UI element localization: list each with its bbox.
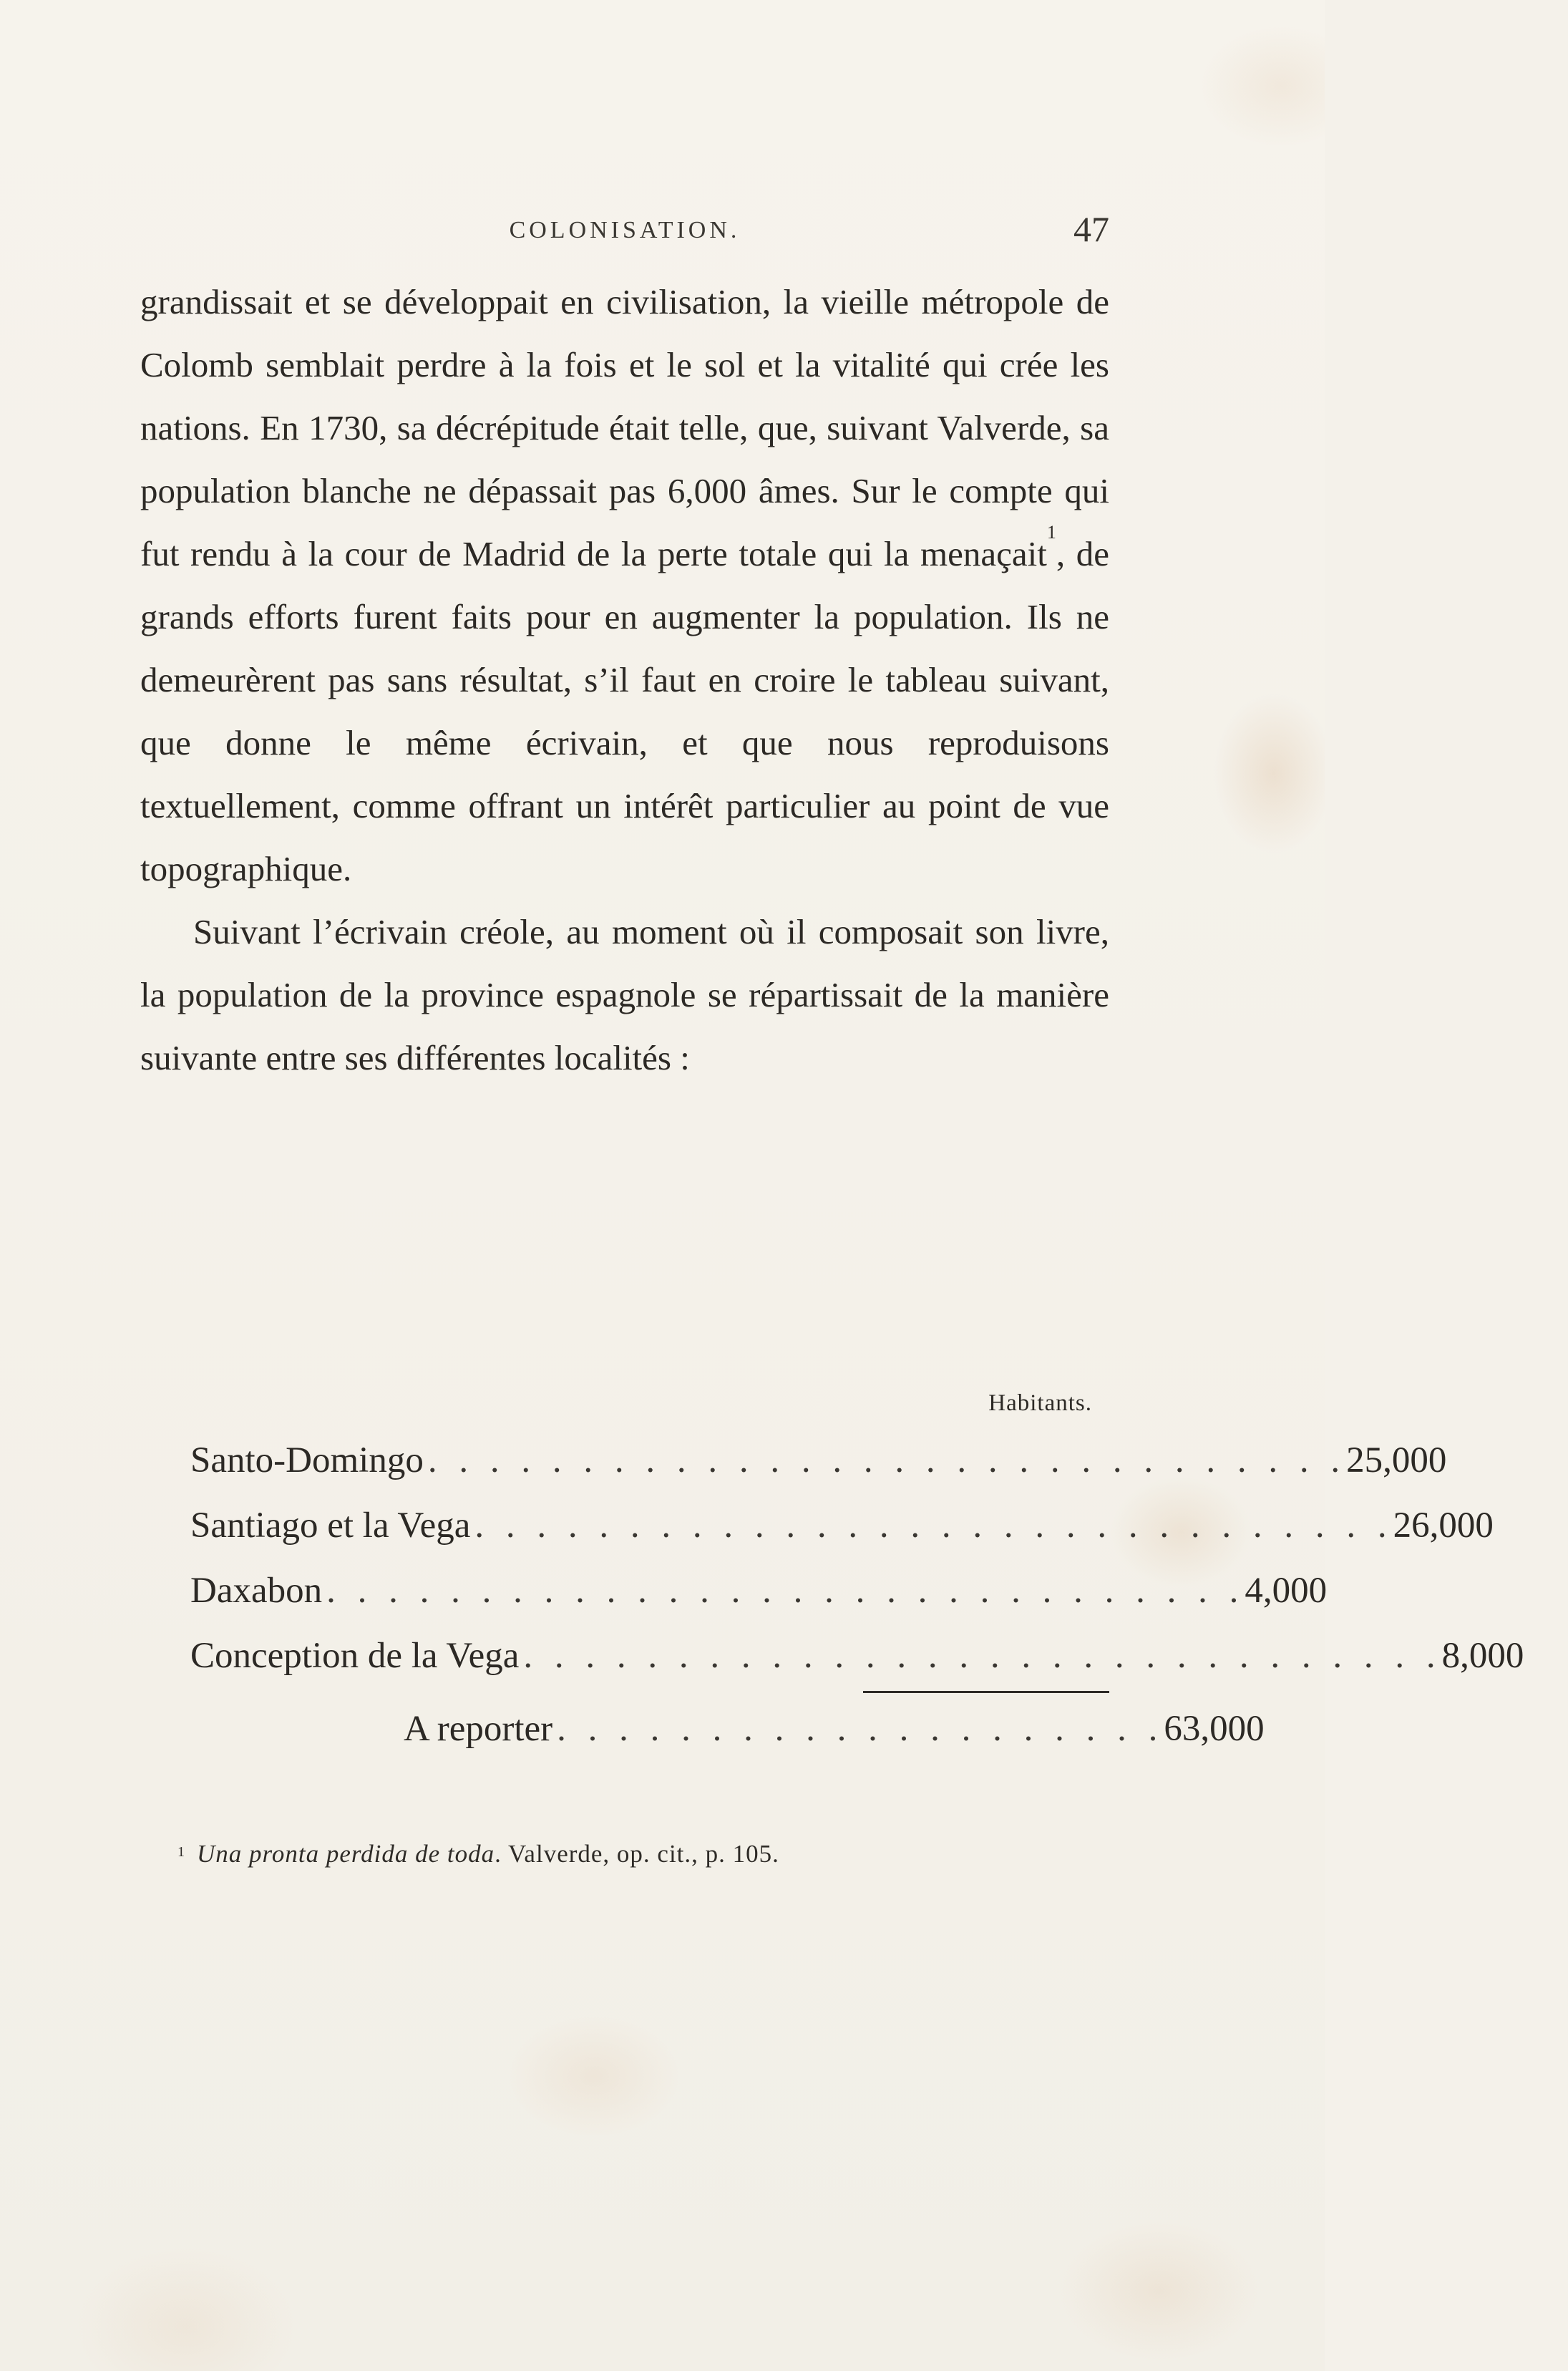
locality-name: Daxabon (190, 1571, 323, 1611)
total-row (404, 1694, 1265, 1763)
leader-dots: . . . . . . . . . . . . . . . . . . . . . . . . . . . . . . (326, 1571, 1245, 1611)
total-label: A reporter (404, 1709, 553, 1749)
paragraph-1 (140, 271, 1109, 901)
inhabitants-value: 25,000 (1346, 1440, 1447, 1480)
footnote-reference: 1 (1046, 522, 1056, 543)
locality-name: Santiago et la Vega (190, 1505, 471, 1546)
locality-name: Santo-Domingo (190, 1440, 424, 1480)
page-number: 47 (1073, 209, 1109, 249)
paragraph-2: Suivant l’écrivain créole, au moment où il composait son livre, la population de la province espagnole se répartissait de la manière suivante entre ses différentes localités : (140, 912, 1109, 1077)
locality-name: Conception de la Vega (190, 1636, 520, 1676)
population-table (140, 1378, 1524, 1763)
footnote-quote: Una pronta perdida de toda (197, 1840, 495, 1868)
paragraph-1-text-b: , de grands efforts furent faits pour en augmenter la population. Ils ne demeurèrent pas sans résultat, s’il faut en croire le tableau suivant, que donne le même écrivain, et que nous reproduisons textuellement, comme offrant un intérêt particulier au point de vue topographique. (140, 534, 1109, 888)
footnote (177, 1840, 779, 1868)
table-row (190, 1428, 1447, 1493)
footnote-mark: 1 (177, 1844, 185, 1860)
paragraph-1-text-a: grandissait et se développait en civilisation, la vieille métropole de Colomb semblait perdre à la fois et le sol et la vitalité qui crée les nations. En 1730, sa décrépitude était telle, que, suivant Valverde, sa population blanche ne dépassait pas 6,000 âmes. Sur le compte qui fut rendu à la cour de Madrid de la perte totale qui la menaçait (140, 282, 1109, 573)
total-value: 63,000 (1164, 1709, 1265, 1749)
table-row (190, 1493, 1494, 1558)
page-header (140, 209, 1109, 249)
leader-dots: . . . . . . . . . . . . . . . . . . . . . . . . . . . . . . (474, 1505, 1393, 1546)
leader-dots: . . . . . . . . . . . . . . . . . . . . (557, 1709, 1164, 1749)
inhabitants-value: 8,000 (1441, 1636, 1524, 1676)
table-row (190, 1558, 1328, 1624)
leader-dots: . . . . . . . . . . . . . . . . . . . . . . . . . . . . . . (427, 1440, 1347, 1480)
table-row (190, 1624, 1524, 1689)
footnote-citation: . Valverde, op. cit., p. 105. (495, 1840, 779, 1868)
sum-rule (863, 1691, 1109, 1693)
main-text (140, 271, 1109, 1090)
running-title: COLONISATION. (509, 217, 741, 243)
leader-dots: . . . . . . . . . . . . . . . . . . . . . . . . . . . . . . (523, 1636, 1442, 1676)
inhabitants-value: 4,000 (1245, 1571, 1328, 1611)
column-header-habitants: Habitants. (988, 1390, 1092, 1416)
inhabitants-value: 26,000 (1393, 1505, 1494, 1546)
